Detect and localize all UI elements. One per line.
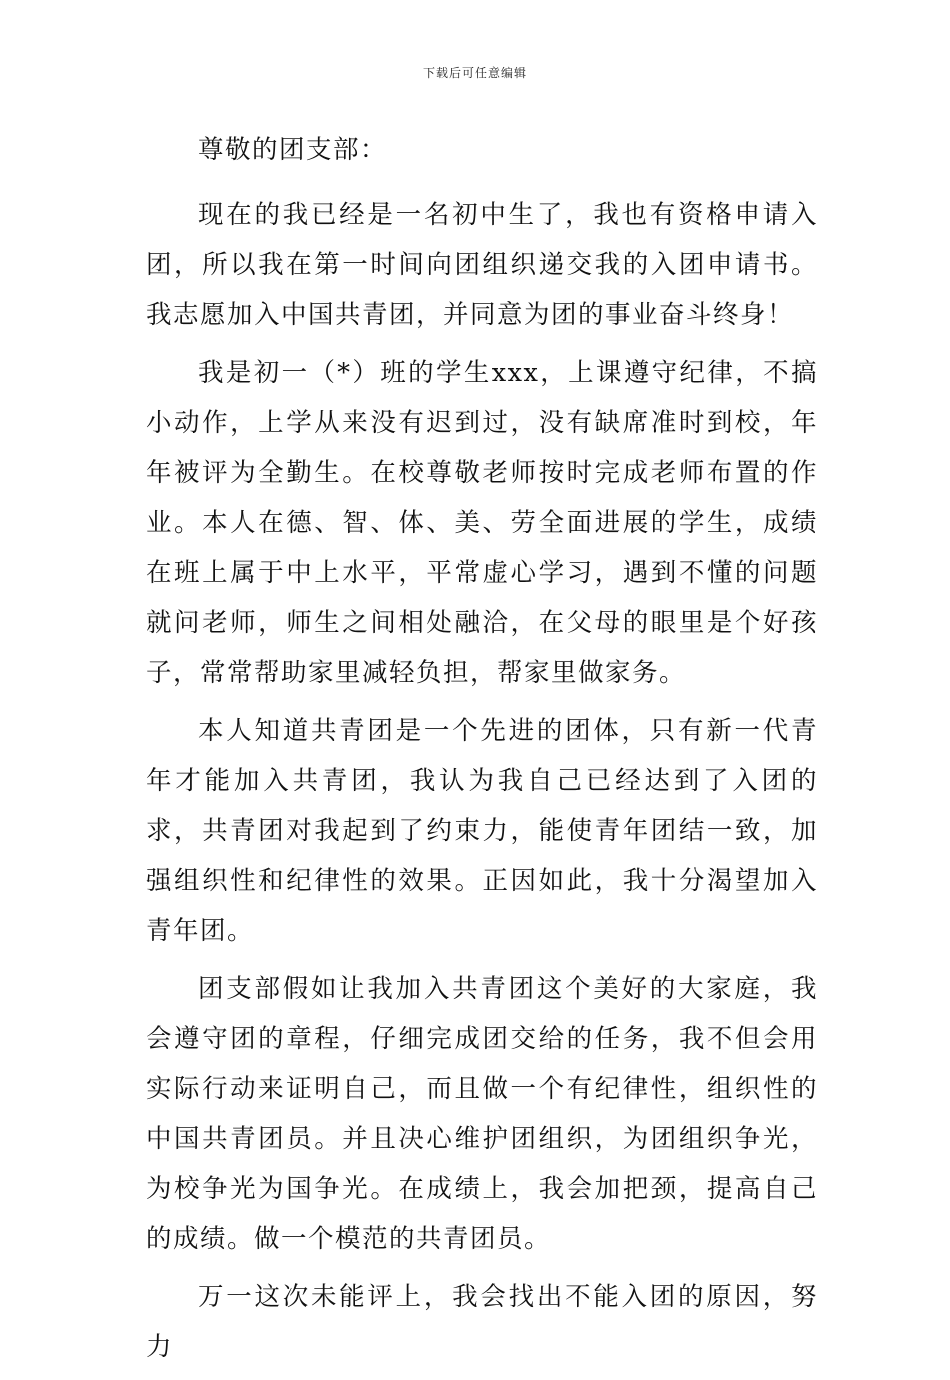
document-body [146, 126, 818, 1380]
paragraph-5: 万一这次未能评上，我会找出不能入团的原因，努力 [146, 1282, 818, 1362]
page-header-note: 下载后可任意编辑 [422, 66, 527, 80]
salutation: 尊敬的团支部： [198, 135, 388, 165]
paragraph-3: 本人知道共青团是一个先进的团体，只有新一代青年才能加入共青团，我认为我自己已经达到了入团的求，共青团对我起到了约束力，能使青年团结一致，加强组织性和纪律性的效果。正因如此，我十分渴望加入青年团。 [146, 716, 818, 946]
paragraph-4: 团支部假如让我加入共青团这个美好的大家庭，我会遵守团的章程，仔细完成团交给的任务，我不但会用实际行动来证明自己，而且做一个有纪律性，组织性的中国共青团员。并且决心维护团组织，为团组织争光，为校争光为国争光。在成绩上，我会加把颈，提高自己的成绩。做一个模范的共青团员。 [146, 974, 818, 1254]
paragraph-2: 我是初一（*）班的学生xxx，上课遵守纪律，不搞小动作，上学从来没有迟到过，没有缺席准时到校，年年被评为全勤生。在校尊敬老师按时完成老师布置的作业。本人在德、智、体、美、劳全面进展的学生，成绩在班上属于中上水平，平常虚心学习，遇到不懂的问题就问老师，师生之间相处融洽，在父母的眼里是个好孩子，常常帮助家里减轻负担，帮家里做家务。 [146, 358, 818, 688]
paragraph-1: 现在的我已经是一名初中生了，我也有资格申请入团，所以我在第一时间向团组织递交我的入团申请书。我志愿加入中国共青团，并同意为团的事业奋斗终身！ [146, 200, 818, 330]
